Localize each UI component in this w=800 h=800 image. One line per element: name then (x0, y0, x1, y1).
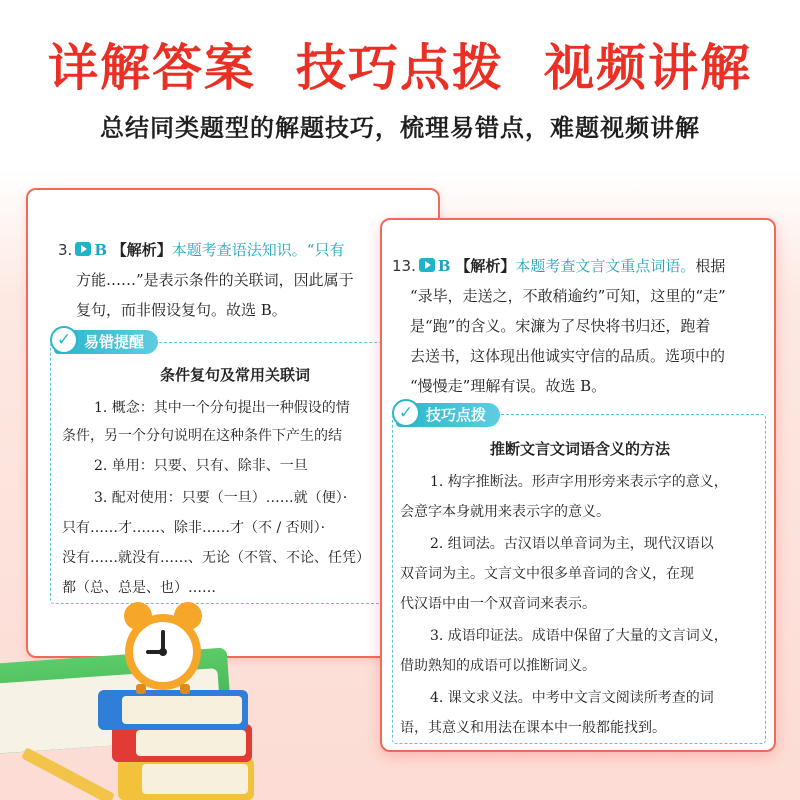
right-tip-label: 技巧点拨 (426, 406, 487, 424)
right-answer: B (437, 257, 451, 275)
left-tip-line-6: 都（总、总是、也）…… (62, 580, 216, 596)
right-tip-line-2: 2. 组词法。古汉语以单音词为主，现代汉语以 (430, 536, 714, 552)
subline: 总结同类题型的解题技巧，梳理易错点，难题视频讲解 (100, 114, 700, 142)
left-q-line-1 (58, 236, 344, 264)
headline-answers: 详解答案 (48, 39, 256, 97)
left-explain-label: 【解析】 (111, 241, 172, 259)
right-line-3: “慢慢走”理解有误。故选 B。 (410, 377, 607, 395)
check-icon: ✓ (50, 326, 78, 354)
left-q-number: 3. (58, 241, 73, 259)
left-line-1: 方能……”是表示条件的关联词，因此属于 (76, 271, 354, 289)
right-tip-line-7: 4. 课文求义法。中考中文言文阅读所考查的词 (430, 690, 714, 706)
left-answer: B (94, 241, 107, 259)
headline (0, 28, 800, 100)
left-tip-line-2: 2. 单用：只要、只有、除非、一旦 (94, 458, 308, 474)
right-tip-badge (396, 403, 500, 427)
right-line-highlight: 本题考查文言文重点词语。 (515, 257, 696, 275)
left-line-2: 复句，而非假设复句。故选 B。 (76, 301, 287, 319)
left-tip-line-3: 3. 配对使用：只要（一旦）……就（便）· (94, 490, 348, 506)
right-q-line-1 (392, 252, 725, 280)
left-tip-line-0: 1. 概念：其中一个分句提出一种假设的情 (94, 400, 350, 416)
yellow-book-illustration (118, 758, 254, 800)
pencil-illustration (21, 747, 115, 800)
left-tip-title: 条件复句及常用关联词 (159, 366, 310, 384)
right-tip-line-6: 借助熟知的成语可以推断词义。 (400, 658, 596, 674)
right-tip-title: 推断文言文词语含义的方法 (489, 440, 670, 458)
headline-video: 视频讲解 (544, 39, 752, 97)
blue-book-illustration (98, 690, 248, 730)
right-line-1: 是“跑”的含义。宋濂为了尽快将书归还，跑着 (410, 317, 711, 335)
right-tip-line-8: 语，其意义和用法在课本中一般都能找到。 (400, 720, 666, 736)
check-icon: ✓ (392, 399, 420, 427)
left-tip-label: 易错提醒 (84, 333, 145, 351)
left-answer-card (26, 188, 440, 658)
right-tip-line-3: 双音词为主。文言文中很多单音词的含义，在现 (400, 566, 694, 582)
right-line-2: 去送书，这体现出他诚实守信的品质。选项中的 (410, 347, 726, 365)
right-line-rest: 根据 (695, 257, 726, 275)
left-tip-line-5: 没有……就没有……、无论（不管、不论、任凭） (62, 550, 370, 566)
right-tip-line-4: 代汉语中由一个双音词来表示。 (400, 596, 596, 612)
right-q-number: 13. (392, 257, 416, 275)
right-tip-line-1: 会意字本身就用来表示字的意义。 (400, 504, 610, 520)
headline-tips: 技巧点拨 (296, 39, 504, 97)
right-tip-line-0: 1. 构字推断法。形声字用形旁来表示字的意义， (430, 474, 728, 490)
left-line-0: 本题考查语法知识。“只有 (171, 241, 345, 259)
right-line-0: “录毕，走送之，不敢稍逾约”可知，这里的“走” (410, 287, 726, 305)
right-explain-label: 【解析】 (455, 257, 516, 275)
left-tip-line-4: 只有……才……、除非……才（不 / 否则）· (62, 520, 326, 536)
right-answer-card (380, 218, 776, 752)
alarm-clock-icon (118, 596, 208, 696)
video-play-icon[interactable] (75, 242, 91, 256)
right-tip-line-5: 3. 成语印证法。成语中保留了大量的文言词义， (430, 628, 728, 644)
left-tip-badge (54, 330, 158, 354)
left-tip-line-1: 条件，另一个分句说明在这种条件下产生的结 (62, 428, 342, 444)
video-play-icon[interactable] (419, 258, 435, 272)
